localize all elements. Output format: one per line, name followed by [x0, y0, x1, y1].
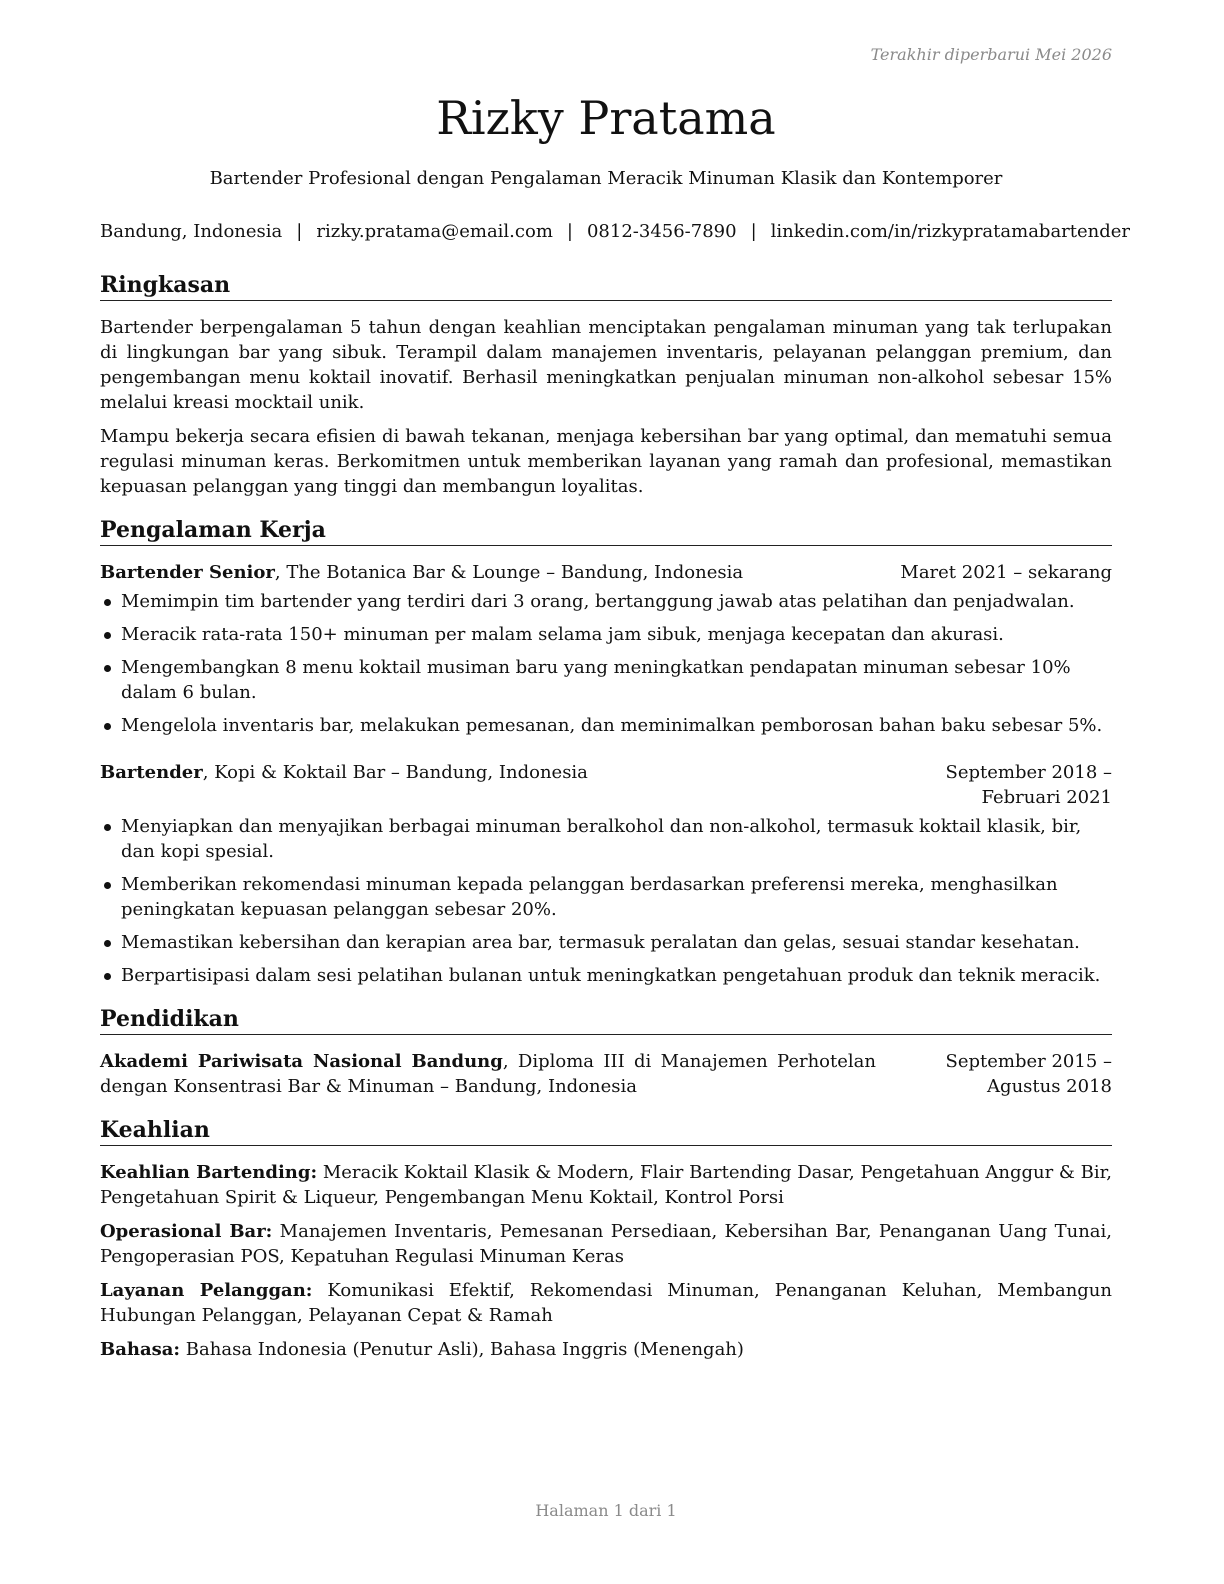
- school-name: Akademi Pariwisata Nasional Bandung: [100, 1051, 503, 1072]
- skill-group: [100, 1160, 1112, 1210]
- contact-linkedin[interactable]: linkedin.com/in/rizkypratamabartender: [770, 221, 1131, 242]
- job-dates: Maret 2021 – sekarang: [900, 562, 1112, 583]
- section-title: Pendidikan: [100, 1004, 1112, 1035]
- last-updated: Terakhir diperbarui Mei 2026: [870, 45, 1112, 64]
- skill-text: Meracik Koktail Klasik & Modern, Flair Bartending Dasar, Pengetahuan Anggur & Bir, Pengetahuan Spirit & Liqueur, Pengembangan Menu Koktail, Kontrol Porsi: [100, 1162, 1112, 1208]
- summary-section: [100, 270, 1112, 499]
- contact-phone: 0812-3456-7890: [586, 221, 737, 242]
- summary-paragraph: Bartender berpengalaman 5 tahun dengan keahlian menciptakan pengalaman minuman yang tak terlupakan di lingkungan bar yang sibuk. Terampil dalam manajemen inventaris, pelayanan pelanggan premium, dan pengembangan menu koktail inovatif. Berhasil meningkatkan penjualan minuman non-alkohol sebesar 15% melalui kreasi mocktail unik.: [100, 317, 1112, 413]
- skill-group: [100, 1278, 1112, 1328]
- contact-separator: |: [750, 221, 757, 242]
- experience-section: [100, 515, 1112, 988]
- list-item: Memberikan rekomendasi minuman kepada pelanggan berdasarkan preferensi mereka, menghasilkan peningkatan kepuasan pelanggan sebesar 20%.: [100, 872, 1112, 922]
- resume-page: [100, 0, 1131, 1584]
- skill-text: Bahasa Indonesia (Penutur Asli), Bahasa Inggris (Menengah): [180, 1339, 744, 1360]
- section-title: Pengalaman Kerja: [100, 515, 1112, 546]
- education-section: [100, 1004, 1112, 1099]
- contact-email[interactable]: rizky.pratama@email.com: [316, 221, 553, 242]
- summary-paragraph: Mampu bekerja secara efisien di bawah tekanan, menjaga kebersihan bar yang optimal, dan mematuhi semua regulasi minuman keras. Berkomitmen untuk memberikan layanan yang ramah dan profesional, memastikan kepuasan pelanggan yang tinggi dan membangun loyalitas.: [100, 426, 1112, 497]
- skill-text: Komunikasi Efektif, Rekomendasi Minuman, Penanganan Keluhan, Membangun Hubungan Pelanggan, Pelayanan Cepat & Ramah: [100, 1280, 1112, 1326]
- education-dates: September 2015 – Agustus 2018: [945, 1051, 1112, 1097]
- contact-separator: |: [296, 221, 303, 242]
- skill-label: Bahasa:: [100, 1339, 181, 1360]
- job-bullets: [100, 589, 1112, 738]
- candidate-name: Rizky Pratama: [436, 91, 776, 145]
- education-entry: [100, 1049, 1112, 1099]
- job-role: Bartender: [100, 762, 203, 783]
- contact-location: Bandung, Indonesia: [100, 221, 283, 242]
- list-item: Mengelola inventaris bar, melakukan pemesanan, dan meminimalkan pemborosan bahan baku sebesar 5%.: [100, 713, 1112, 738]
- job-bullets: [100, 814, 1112, 988]
- education-detail: , Diploma III di Manajemen Perhotelan dengan Konsentrasi Bar & Minuman – Bandung, Indonesia: [100, 1051, 876, 1097]
- job-place: , The Botanica Bar & Lounge – Bandung, Indonesia: [274, 562, 744, 583]
- job-header: [100, 760, 1112, 810]
- skill-label: Keahlian Bartending:: [100, 1162, 318, 1183]
- job-place: , Kopi & Koktail Bar – Bandung, Indonesia: [202, 762, 588, 783]
- contact-separator: |: [566, 221, 573, 242]
- skill-label: Layanan Pelanggan:: [100, 1280, 313, 1301]
- job-dates: September 2018 – Februari 2021: [945, 762, 1112, 808]
- section-title: Ringkasan: [100, 270, 1112, 301]
- job-entry: [100, 560, 1112, 738]
- skill-text: Manajemen Inventaris, Pemesanan Persediaan, Kebersihan Bar, Penanganan Uang Tunai, Pengoperasian POS, Kepatuhan Regulasi Minuman Keras: [100, 1221, 1112, 1267]
- list-item: Menyiapkan dan menyajikan berbagai minuman beralkohol dan non-alkohol, termasuk koktail klasik, bir, dan kopi spesial.: [100, 814, 1112, 864]
- tagline: Bartender Profesional dengan Pengalaman Meracik Minuman Klasik dan Kontemporer: [209, 168, 1003, 189]
- list-item: Memastikan kebersihan dan kerapian area bar, termasuk peralatan dan gelas, sesuai standar kesehatan.: [100, 930, 1112, 955]
- list-item: Berpartisipasi dalam sesi pelatihan bulanan untuk meningkatkan pengetahuan produk dan teknik meracik.: [100, 963, 1112, 988]
- page-footer: Halaman 1 dari 1: [535, 1501, 677, 1520]
- skill-label: Operasional Bar:: [100, 1221, 273, 1242]
- skills-section: [100, 1115, 1112, 1362]
- skill-group: [100, 1219, 1112, 1269]
- contact-line: [100, 219, 1131, 244]
- resume-content: [100, 270, 1112, 1362]
- list-item: Mengembangkan 8 menu koktail musiman baru yang meningkatkan pendapatan minuman sebesar 10% dalam 6 bulan.: [100, 655, 1112, 705]
- job-role: Bartender Senior: [100, 562, 275, 583]
- list-item: Meracik rata-rata 150+ minuman per malam selama jam sibuk, menjaga kecepatan dan akurasi.: [100, 622, 1112, 647]
- job-header: [100, 560, 1112, 585]
- section-title: Keahlian: [100, 1115, 1112, 1146]
- job-entry: [100, 760, 1112, 988]
- list-item: Memimpin tim bartender yang terdiri dari 3 orang, bertanggung jawab atas pelatihan dan penjadwalan.: [100, 589, 1112, 614]
- skill-group: [100, 1337, 1112, 1362]
